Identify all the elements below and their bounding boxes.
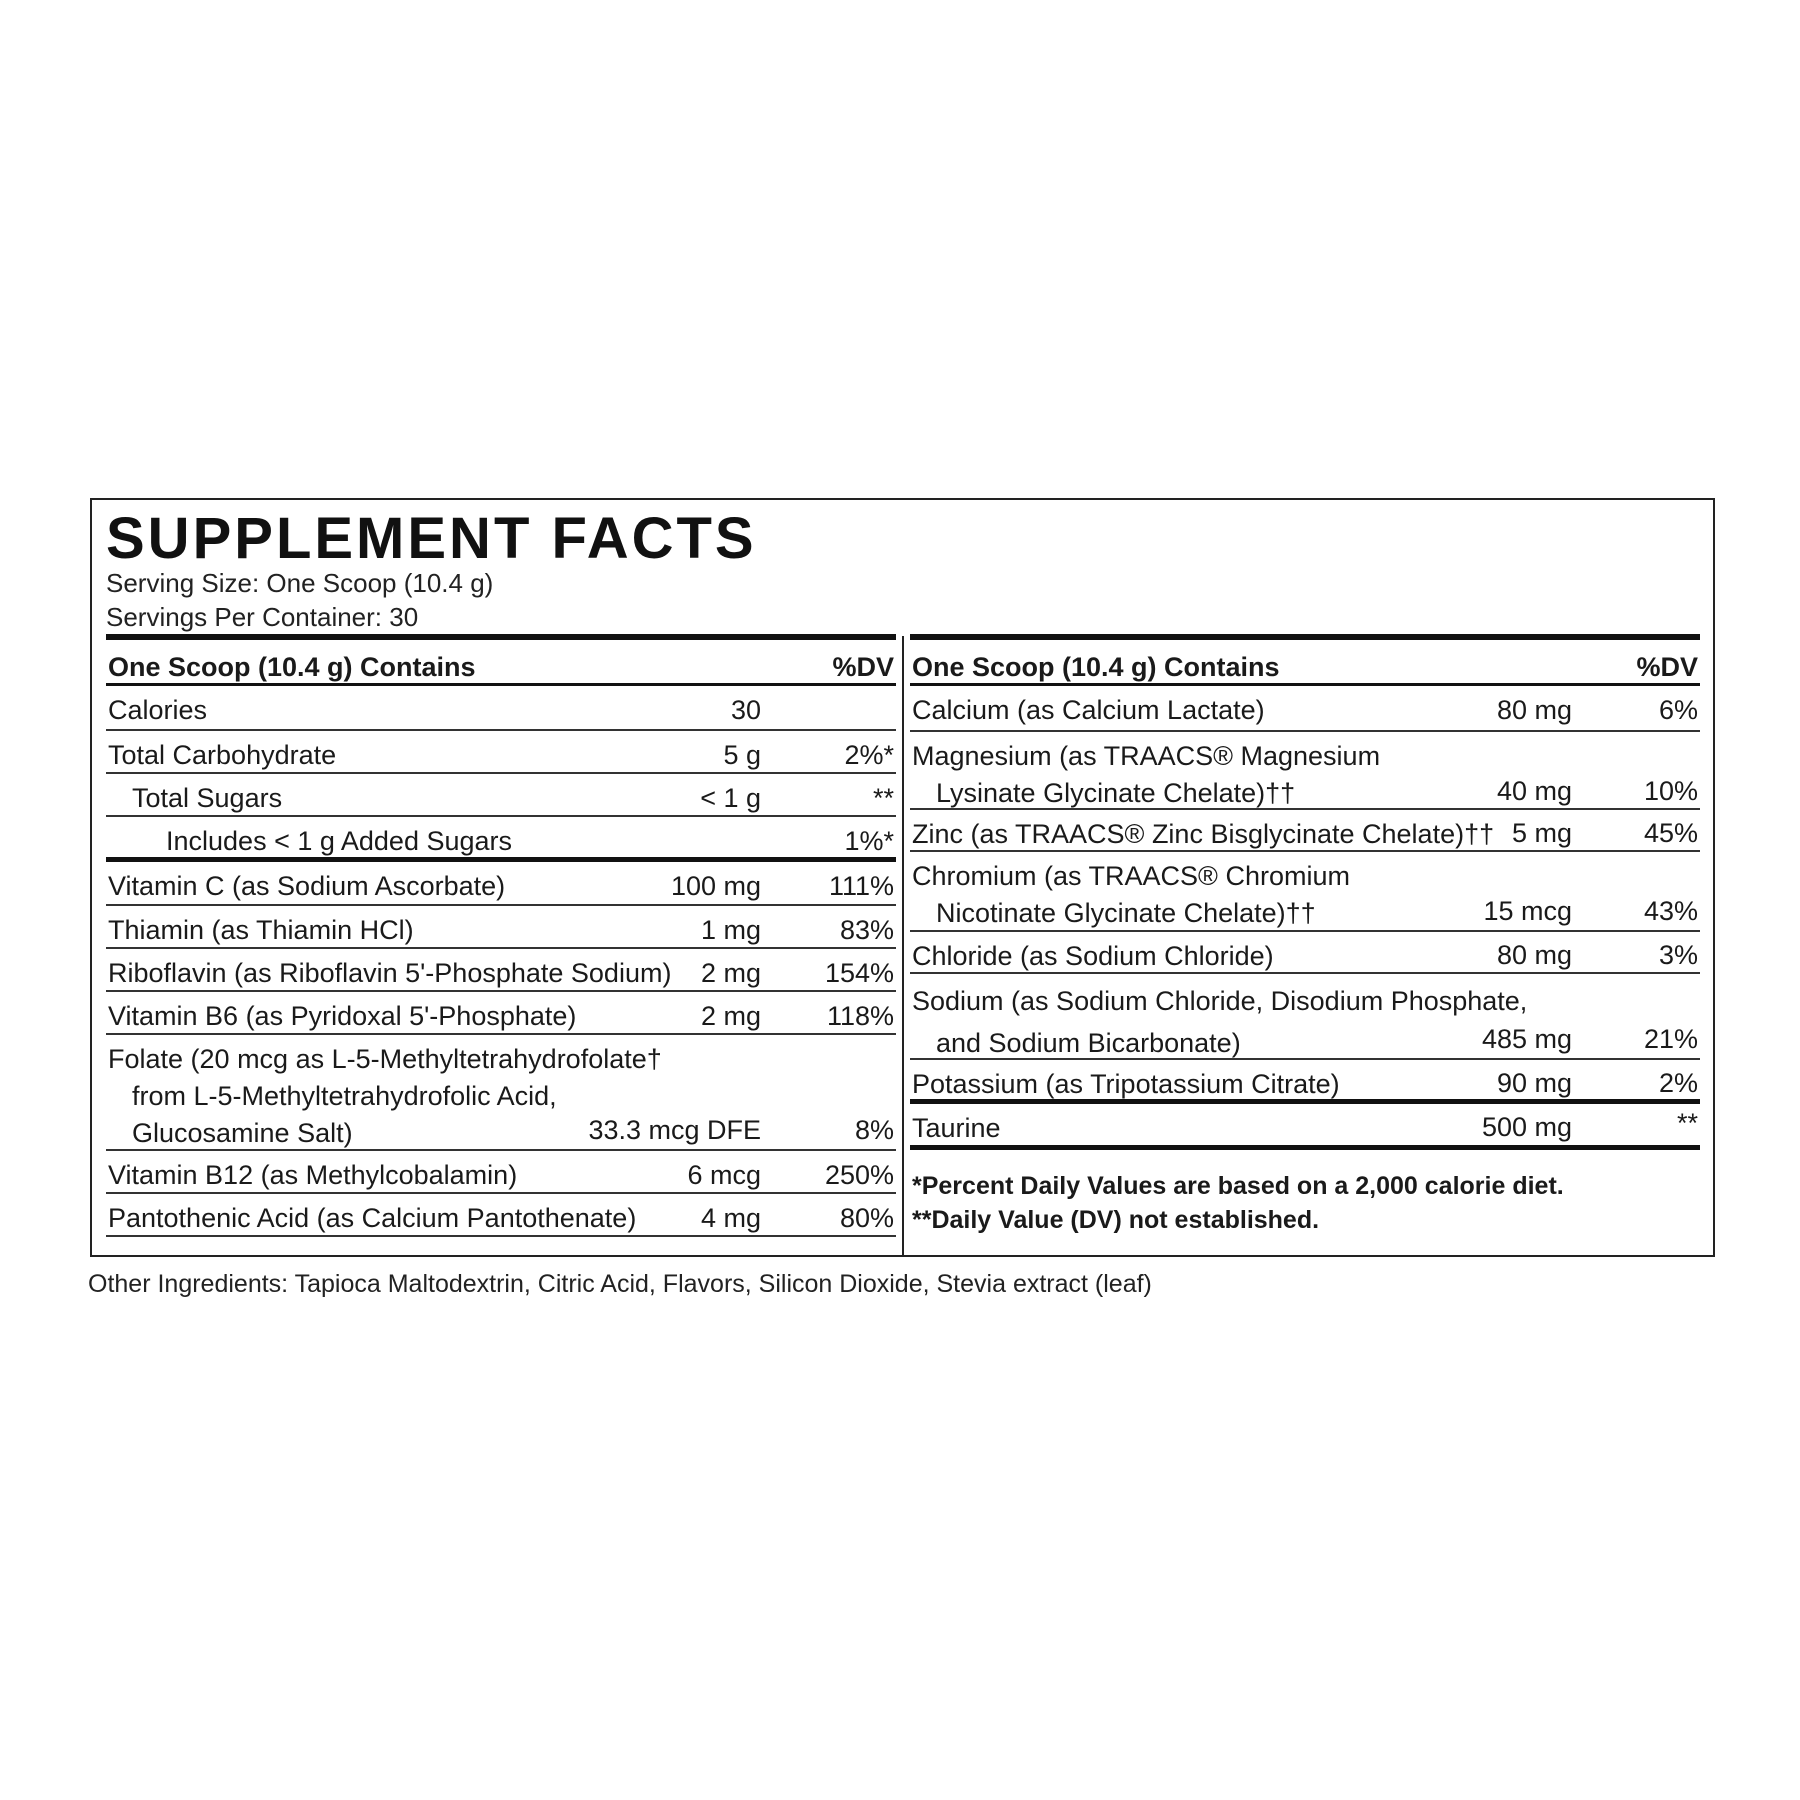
serving-size: Serving Size: One Scoop (10.4 g): [106, 568, 494, 598]
nutrient-amount: 4 mg: [700, 1203, 761, 1233]
servings-per-container: Servings Per Container: 30: [106, 602, 419, 632]
sodium-line-2: and Sodium Bicarbonate): [936, 1028, 1241, 1058]
nutrient-name: Riboflavin (as Riboflavin 5'-Phosphate Sodium): [108, 958, 672, 988]
nutrient-row: [106, 731, 896, 774]
nutrient-row: [106, 906, 896, 949]
nutrient-amount: 33.3 mcg DFE: [588, 1115, 761, 1145]
folate-line-1: Folate (20 mcg as L-5-Methyltetrahydrofolate†: [108, 1044, 662, 1074]
nutrient-name: Calcium (as Calcium Lactate): [912, 695, 1265, 725]
nutrient-row: [910, 732, 1700, 810]
nutrient-row: [106, 774, 896, 817]
nutrient-dv: 45%: [1643, 818, 1698, 848]
nutrient-amount: 40 mg: [1496, 776, 1572, 806]
nutrient-name: Pantothenic Acid (as Calcium Pantothenate): [108, 1203, 637, 1233]
nutrient-dv: 250%: [824, 1160, 894, 1190]
nutrient-dv: 43%: [1643, 896, 1698, 926]
nutrient-name: [912, 980, 1527, 1064]
nutrient-row: [910, 1104, 1700, 1150]
nutrient-dv: 21%: [1643, 1024, 1698, 1054]
nutrient-dv: 8%: [854, 1115, 894, 1145]
chromium-line-2: Nicotinate Glycinate Chelate)††: [936, 898, 1316, 928]
right-header-label: One Scoop (10.4 g) Contains: [912, 652, 1280, 682]
nutrient-amount: 500 mg: [1481, 1112, 1572, 1142]
nutrient-row: [910, 852, 1700, 932]
nutrient-row: [106, 817, 896, 862]
nutrient-name: Zinc (as TRAACS® Zinc Bisglycinate Chelate)††: [912, 819, 1495, 849]
nutrient-dv: 80%: [839, 1203, 894, 1233]
nutrient-amount: 80 mg: [1496, 940, 1572, 970]
right-column: [910, 634, 1700, 1241]
nutrient-amount: 1 mg: [700, 915, 761, 945]
nutrient-name: Includes < 1 g Added Sugars: [166, 826, 513, 856]
nutrient-name: Chloride (as Sodium Chloride): [912, 941, 1274, 971]
footnote-dv-not-established: **Daily Value (DV) not established.: [912, 1206, 1320, 1234]
nutrient-dv: 118%: [826, 1001, 894, 1031]
nutrient-amount: 100 mg: [670, 871, 761, 901]
nutrient-amount: 90 mg: [1496, 1068, 1572, 1098]
column-divider: [902, 636, 904, 1255]
nutrient-amount: 30: [730, 695, 761, 725]
nutrient-row: [910, 974, 1700, 1060]
nutrient-dv: **: [872, 783, 894, 813]
nutrient-row: [106, 686, 896, 731]
nutrient-name: Vitamin B12 (as Methylcobalamin): [108, 1160, 518, 1190]
nutrient-amount: 6 mcg: [687, 1160, 761, 1190]
nutrient-name: [108, 1041, 662, 1152]
nutrient-row: [106, 992, 896, 1035]
nutrient-dv: **: [1676, 1108, 1698, 1138]
supplement-facts-panel: [90, 498, 1715, 1257]
nutrient-dv: 2%*: [844, 740, 894, 770]
nutrient-name: Potassium (as Tripotassium Citrate): [912, 1069, 1340, 1099]
other-ingredients: Other Ingredients: Tapioca Maltodextrin, Citric Acid, Flavors, Silicon Dioxide, Stevia extract (leaf): [88, 1270, 1152, 1298]
folate-line-2: from L-5-Methyltetrahydrofolic Acid,: [132, 1081, 557, 1111]
nutrient-name: [912, 738, 1380, 812]
right-header-dv: %DV: [1636, 652, 1698, 682]
magnesium-line-1: Magnesium (as TRAACS® Magnesium: [912, 741, 1381, 771]
nutrient-dv: 3%: [1658, 940, 1698, 970]
nutrient-name: Vitamin B6 (as Pyridoxal 5'-Phosphate): [108, 1001, 577, 1031]
nutrient-row: [106, 1151, 896, 1194]
nutrient-row-folate: [106, 1035, 896, 1151]
nutrient-amount: 80 mg: [1496, 695, 1572, 725]
left-header: [106, 634, 896, 686]
magnesium-line-2: Lysinate Glycinate Chelate)††: [936, 778, 1296, 808]
nutrient-amount: 5 g: [723, 740, 761, 770]
folate-line-3: Glucosamine Salt): [132, 1118, 353, 1148]
nutrient-name: [912, 858, 1350, 932]
nutrient-row: [106, 862, 896, 906]
left-header-label: One Scoop (10.4 g) Contains: [108, 652, 476, 682]
nutrient-row: [910, 1060, 1700, 1104]
panel-title: SUPPLEMENT FACTS: [106, 506, 757, 571]
nutrient-name: Vitamin C (as Sodium Ascorbate): [108, 871, 506, 901]
left-column: [106, 634, 896, 1241]
nutrient-dv: 111%: [828, 871, 894, 901]
nutrient-row: [910, 686, 1700, 732]
nutrient-row: [106, 1194, 896, 1237]
nutrient-name: Calories: [108, 695, 208, 725]
footnotes: [910, 1150, 1700, 1234]
nutrient-row: [106, 949, 896, 992]
nutrient-name: Taurine: [912, 1113, 1001, 1143]
nutrient-name: Total Sugars: [132, 783, 283, 813]
footnote-percent-dv: *Percent Daily Values are based on a 2,000 calorie diet.: [912, 1172, 1564, 1200]
nutrient-dv: 6%: [1658, 695, 1698, 725]
nutrient-amount: 15 mcg: [1483, 896, 1572, 926]
nutrient-row: [910, 810, 1700, 852]
nutrient-dv: 2%: [1658, 1068, 1698, 1098]
nutrient-amount: 2 mg: [700, 958, 761, 988]
nutrient-amount: 485 mg: [1481, 1024, 1572, 1054]
nutrient-name: Thiamin (as Thiamin HCl): [108, 915, 414, 945]
nutrient-dv: 83%: [839, 915, 894, 945]
nutrient-amount: 2 mg: [700, 1001, 761, 1031]
nutrient-dv: 10%: [1643, 776, 1698, 806]
nutrient-dv: 154%: [824, 958, 894, 988]
nutrient-amount: < 1 g: [700, 783, 761, 813]
nutrient-row: [910, 932, 1700, 974]
nutrient-amount: 5 mg: [1511, 818, 1572, 848]
left-header-dv: %DV: [832, 652, 894, 682]
nutrient-dv: 1%*: [844, 826, 894, 856]
nutrient-name: Total Carbohydrate: [108, 740, 337, 770]
chromium-line-1: Chromium (as TRAACS® Chromium: [912, 861, 1350, 891]
sodium-line-1: Sodium (as Sodium Chloride, Disodium Phosphate,: [912, 986, 1528, 1016]
right-header: [910, 634, 1700, 686]
